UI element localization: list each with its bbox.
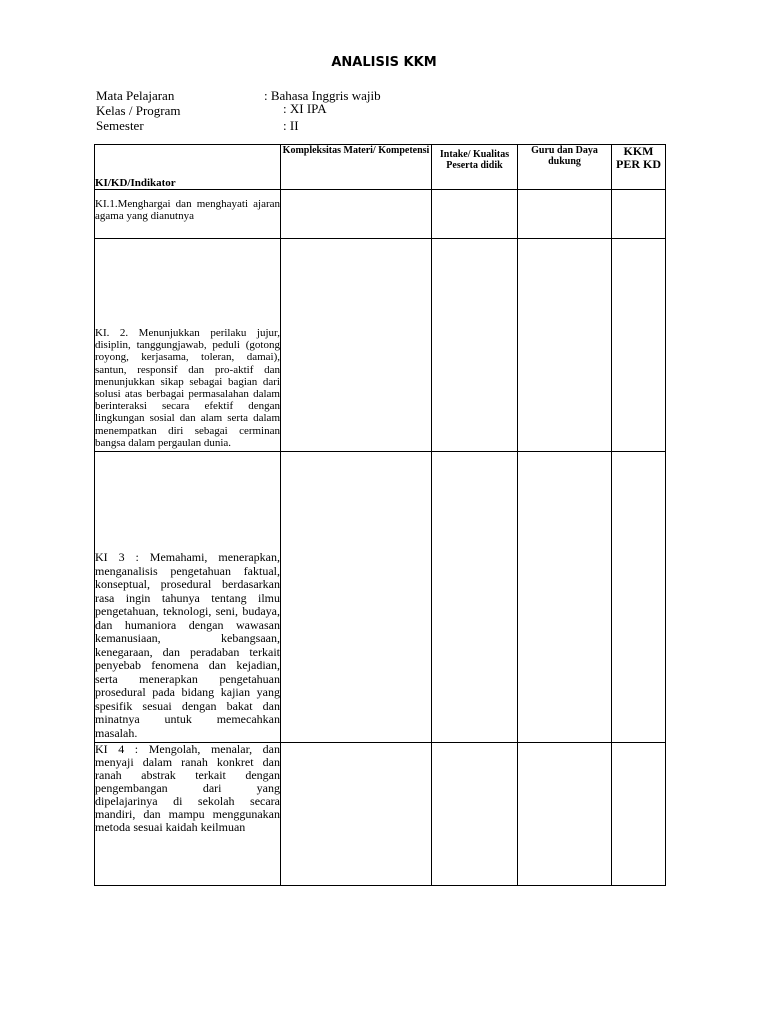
ki4-complexity-cell [281, 743, 432, 886]
ki1-intake-cell [432, 190, 518, 239]
ki3-text: KI 3 : Memahami, menerapkan, menganalisis pengetahuan faktual, konseptual, prosedural berdasarkan rasa ingin tahunya tentang ilmu pengetahuan, teknologi, seni, budaya, dan humaniora dengan wawasan kemanusiaan, kebangsaan, kenegaraan, dan peradaban terkait penyebab fenomena dan kejadian, serta menerapkan pengetahuan prosedural pada bidang kajian yang spesifik sesuai dengan bakat dan minatnya untuk memecahkan masalah. [95, 452, 281, 743]
ki3-intake-cell [432, 452, 518, 743]
subject-label: Mata Pelajaran [96, 88, 175, 103]
ki4-kkm-cell [612, 743, 666, 886]
class-value: : XI IPA [283, 101, 327, 116]
ki1-support-cell [518, 190, 612, 239]
table-row [95, 239, 666, 452]
header-daya-dukung: Guru dan Daya dukung [518, 145, 612, 190]
ki4-text: KI 4 : Mengolah, menalar, dan menyaji dalam ranah konkret dan ranah abstrak terkait dengan pengembangan dari yang dipelajarinya di sekolah secara mandiri, dan mampu menggunakan metoda sesuai kaidah keilmuan [95, 743, 281, 886]
ki1-text: KI.1.Menghargai dan menghayati ajaran agama yang dianutnya [95, 190, 281, 239]
table-row [95, 743, 666, 886]
ki2-text: KI. 2. Menunjukkan perilaku jujur, disiplin, tanggungjawab, peduli (gotong royong, kerjasama, toleran, damai), santun, responsif dan pro-aktif dan menunjukkan sikap sebagai bagian dari solusi atas berbagai permasalahan dalam berinteraksi secara efektif dengan lingkungan sosial dan alam serta dalam menempatkan diri sebagai cerminan bangsa dalam pergaulan dunia. [95, 239, 281, 452]
table-header-row [95, 145, 666, 190]
ki3-kkm-cell [612, 452, 666, 743]
semester-label: Semester [96, 118, 144, 133]
header-kkm-per-kd: KKM PER KD [612, 145, 666, 190]
class-label: Kelas / Program [96, 103, 181, 118]
ki2-intake-cell [432, 239, 518, 452]
header-kompleksitas: Kompleksitas Materi/ Kompetensi [281, 145, 432, 190]
ki2-support-cell [518, 239, 612, 452]
header-intake: Intake/ Kualitas Peserta didik [432, 145, 518, 190]
ki1-complexity-cell [281, 190, 432, 239]
ki2-complexity-cell [281, 239, 432, 452]
ki1-kkm-cell [612, 190, 666, 239]
table-row [95, 190, 666, 239]
ki3-complexity-cell [281, 452, 432, 743]
document-title: ANALISIS KKM [331, 55, 437, 70]
ki4-intake-cell [432, 743, 518, 886]
semester-value: : II [283, 118, 299, 133]
kkm-table [94, 144, 666, 886]
ki2-kkm-cell [612, 239, 666, 452]
ki4-support-cell [518, 743, 612, 886]
header-ki-kd-indikator: KI/KD/Indikator [95, 145, 281, 190]
ki3-support-cell [518, 452, 612, 743]
subject-value: : Bahasa Inggris wajib [264, 88, 381, 103]
table-row [95, 452, 666, 743]
